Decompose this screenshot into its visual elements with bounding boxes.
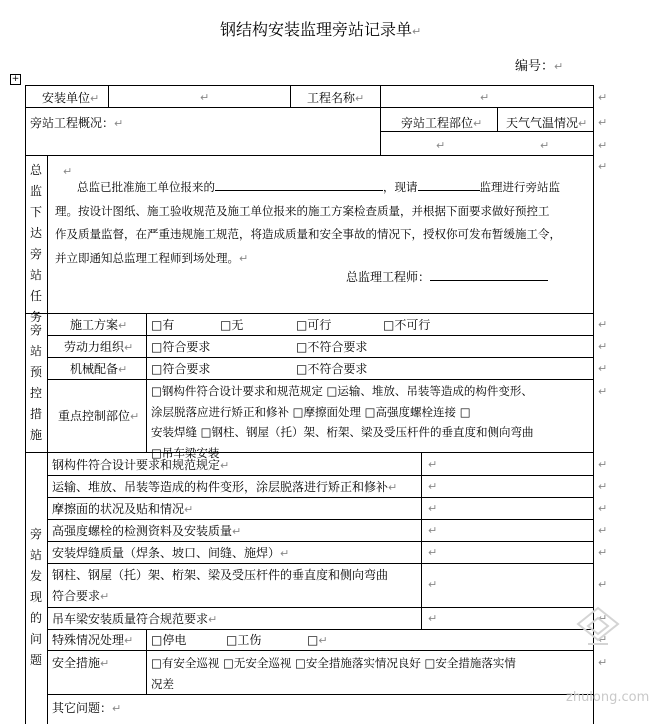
watermark-text: zhulong.com	[566, 690, 650, 705]
checkbox-infeasible[interactable]: □不可行	[383, 318, 431, 332]
finding-result[interactable]: ↵	[428, 458, 438, 471]
special-case-label: 特殊情况处理↵	[52, 633, 134, 647]
power-outage-checkbox[interactable]: □停电	[151, 633, 187, 647]
weather-label: 天气气温情况↵	[506, 116, 588, 130]
key-control-label: 重点控制部位↵	[58, 409, 140, 423]
chief-engineer-signature: 总监理工程师：	[346, 268, 548, 284]
injury-checkbox[interactable]: □工伤	[226, 633, 262, 647]
machinery-compliant-checkbox[interactable]: □符合要求	[151, 362, 211, 376]
finding-result[interactable]: ↵	[428, 480, 438, 493]
finding-result[interactable]: ↵	[428, 546, 438, 559]
number-label: 编号：↵	[515, 59, 564, 74]
chief-engineer-blank[interactable]	[430, 268, 548, 281]
weather-value[interactable]: ↵	[540, 139, 550, 152]
finding-item: 钢柱、钢屋（托）架、桁架、梁及受压杆件的垂直度和侧向弯曲	[52, 568, 389, 582]
project-name-label: 工程名称↵	[307, 91, 365, 105]
labor-noncompliant-checkbox[interactable]: □不符合要求	[296, 340, 368, 354]
task-side-label: 总监下达旁站任务	[29, 163, 42, 324]
finding-item: 安装焊缝质量（焊条、坡口、间缝、施焊）↵	[52, 546, 290, 560]
supervisor-blank[interactable]	[418, 178, 480, 191]
safety-measures-label: 安全措施↵	[52, 656, 110, 670]
checkbox-feasible[interactable]: □可行	[296, 318, 332, 332]
install-unit-value[interactable]: ↵	[200, 91, 210, 104]
finding-item: 符合要求↵	[52, 589, 110, 603]
checkbox-yes[interactable]: □有	[151, 318, 175, 332]
document-title: 钢结构安装监理旁站记录单↵	[220, 20, 422, 39]
machinery-noncompliant-checkbox[interactable]: □不符合要求	[296, 362, 368, 376]
key-control-options[interactable]: □钢构件符合设计要求和规范规定 □运输、堆放、吊装等造成的构件变形、 涂层脱落应进行矫正和修补 □摩擦面处理 □高强度螺栓连接 □ 安装焊缝 □钢柱、钢屋（托）架、桁架、梁及受压杆件的垂直度和侧向弯曲 □吊车梁安装	[151, 384, 534, 460]
overview-label: 旁站工程概况：↵	[30, 116, 124, 130]
finding-item: 运输、堆放、吊装等造成的构件变形，涂层脱落进行矫正和修补↵	[52, 480, 398, 494]
part-label: 旁站工程部位↵	[401, 116, 483, 130]
other-case-checkbox[interactable]: □↵	[307, 633, 328, 647]
finding-result[interactable]: ↵	[428, 502, 438, 515]
other-issues-label: 其它问题：↵	[52, 701, 122, 715]
finding-result[interactable]: ↵	[428, 612, 438, 625]
approved-plan-blank[interactable]	[215, 178, 383, 191]
install-unit-label: 安装单位↵	[42, 91, 100, 105]
table-move-handle-icon[interactable]: +	[11, 74, 20, 84]
labor-organization-label: 劳动力组织↵	[64, 340, 134, 354]
finding-result[interactable]: ↵	[428, 524, 438, 537]
finding-item: 高强度螺栓的检测资料及安装质量↵	[52, 524, 242, 538]
checkbox-no[interactable]: □无	[220, 318, 244, 332]
finding-result[interactable]: ↵	[428, 578, 438, 591]
finding-item: 吊车梁安装质量符合规范要求↵	[52, 612, 218, 626]
safety-options[interactable]: □有安全巡视 □无安全巡视 □安全措施落实情况良好 □安全措施落实情 况差	[151, 656, 516, 691]
machinery-label: 机械配备↵	[70, 362, 128, 376]
paragraph-mark: ↵	[63, 165, 73, 178]
finding-item: 摩擦面的状况及贴和情况↵	[52, 502, 194, 516]
finding-item: 钢构件符合设计要求和规范规定↵	[52, 458, 230, 472]
watermark-logo-icon	[568, 600, 628, 660]
labor-compliant-checkbox[interactable]: □符合要求	[151, 340, 211, 354]
precontrol-side-label: 旁站预控措施	[29, 323, 42, 442]
findings-side-label: 旁站发现的问题	[29, 527, 42, 667]
project-name-value[interactable]: ↵	[480, 91, 490, 104]
task-paragraph: 总监已批准施工单位报来的 ，现请 监理进行旁站监 理。按设计图纸、施工验收规范及施工单位报来的施工方案检查质量，并根据下面要求做好预控工 作及质量监督，在严重违规施工规范，将造成质量和安全事故的情况下，授权你可发布暂缓施工令， 并立即通知总监理工程师到场处理。↵	[55, 180, 561, 265]
part-value[interactable]: ↵	[436, 139, 446, 152]
construction-plan-label: 施工方案↵	[70, 318, 128, 332]
